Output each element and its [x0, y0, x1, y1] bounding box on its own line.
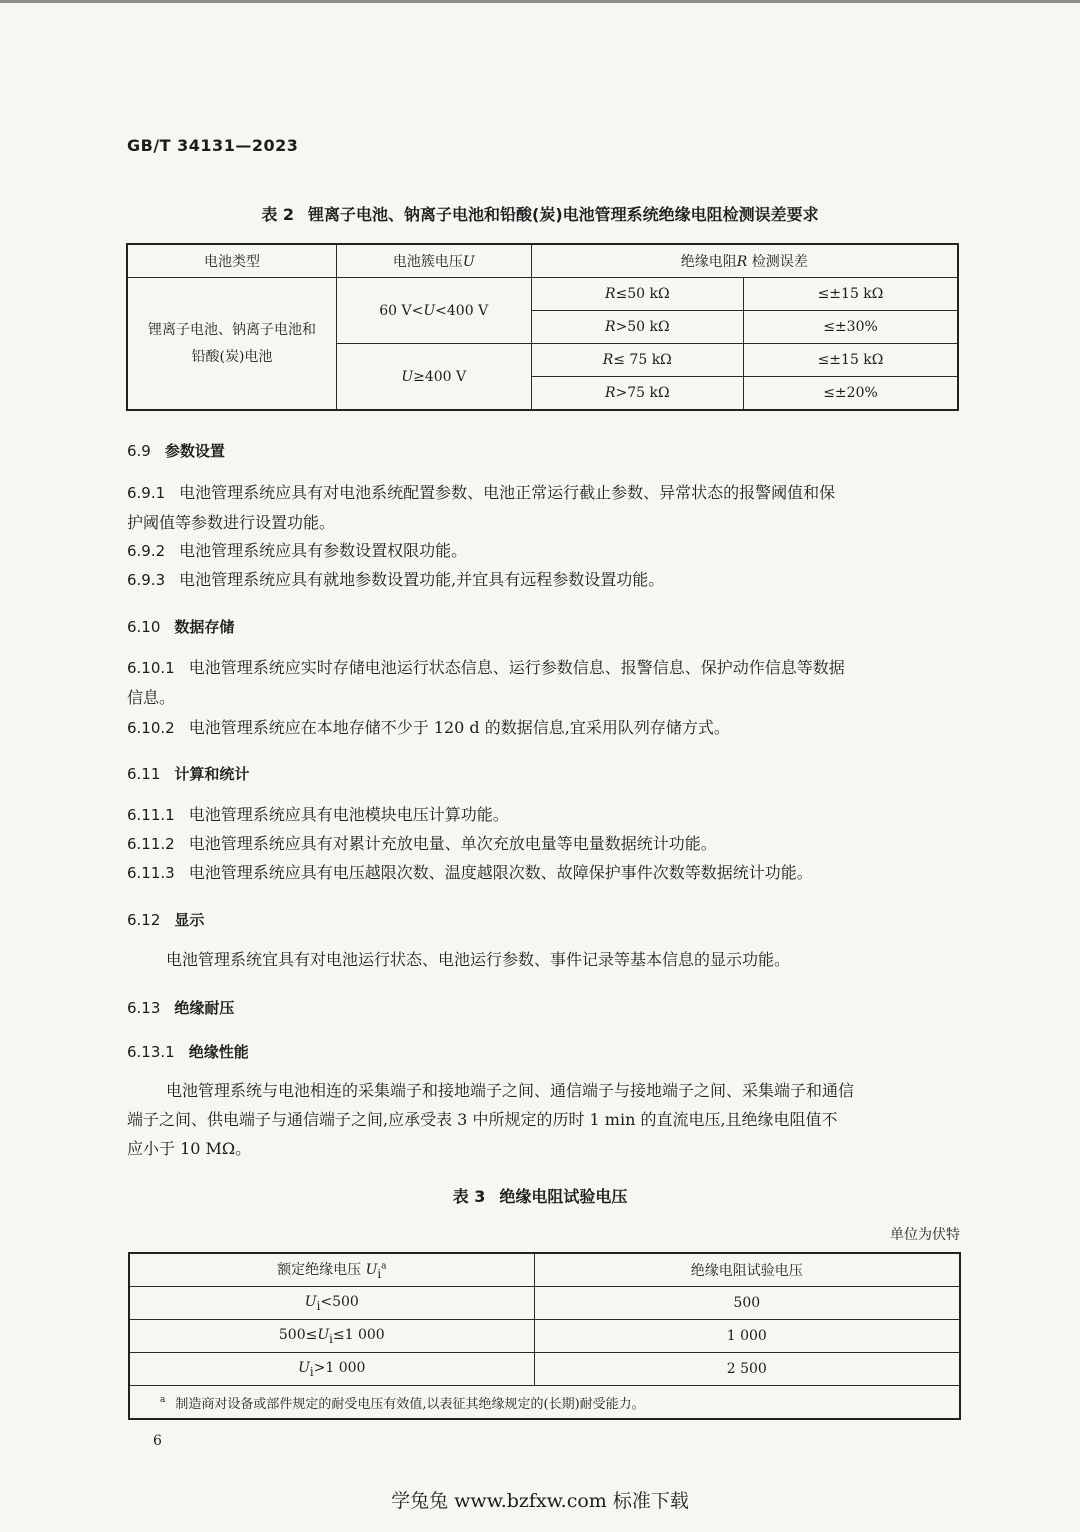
table2-err: ≤±20%: [743, 377, 958, 411]
table2-err: ≤±15 kΩ: [743, 278, 958, 311]
table3-number: 表 3: [452, 1187, 486, 1206]
para-6-10-2: 6.10.2 电池管理系统应在本地存储不少于 120 d 的数据信息,宜采用队列存储方式。: [127, 718, 730, 737]
section-6-9-heading: 6.9 参数设置: [127, 442, 225, 460]
section-6-11-heading: 6.11 计算和统计: [127, 765, 250, 783]
table3-cond: $U_i<500$: [129, 1287, 534, 1320]
table-row: [129, 1353, 960, 1386]
para-6-10-1: 6.10.1 电池管理系统应实时存储电池运行状态信息、运行参数信息、报警信息、保护动作信息等数据 信息。: [127, 658, 845, 707]
table3-col-rated-voltage: 额定绝缘电压 $U_i^a$: [129, 1253, 534, 1287]
table2-err: ≤±30%: [743, 311, 958, 344]
standard-number: GB/T 34131—2023: [127, 136, 299, 155]
table3-value: 1 000: [534, 1320, 960, 1353]
para-6-9-1: 6.9.1 电池管理系统应具有对电池系统配置参数、电池正常运行截止参数、异常状态的报警阈值和保 护阈值等参数进行设置功能。: [127, 483, 836, 532]
table2-cond: R≤50 kΩ: [531, 278, 743, 311]
table3: [128, 1252, 961, 1420]
section-6-13-1-heading: 6.13.1 绝缘性能: [127, 1043, 249, 1061]
table3-col-test-voltage: 绝缘电阻试验电压: [534, 1253, 960, 1287]
para-6-13-1: 电池管理系统与电池相连的采集端子和接地端子之间、通信端子与接地端子之间、采集端子和通信 端子之间、供电端子与通信端子之间,应承受表 3 中所规定的历时 1 min 的直流电压,且绝缘电阻值不 应小于 10 MΩ。: [127, 1081, 855, 1158]
table-row: [129, 1287, 960, 1320]
table3-caption: [0, 1184, 1080, 1207]
page-number: 6: [153, 1433, 162, 1449]
table-row: [127, 278, 958, 311]
para-6-11-3: 6.11.3 电池管理系统应具有电压越限次数、温度越限次数、故障保护事件次数等数据统计功能。: [127, 863, 813, 882]
table2-title: 锂离子电池、钠离子电池和铅酸(炭)电池管理系统绝缘电阻检测误差要求: [308, 205, 819, 224]
table2-battery-type: 锂离子电池、钠离子电池和 铅酸(炭)电池: [127, 278, 336, 411]
table2-voltage-range1: 60 V<U<400 V: [336, 278, 531, 344]
table-row: [129, 1320, 960, 1353]
table3-cond: $U_i>1$ 000: [129, 1353, 534, 1386]
table3-cond: $500\le U_i\le 1$ 000: [129, 1320, 534, 1353]
para-6-12: 电池管理系统宜具有对电池运行状态、电池运行参数、事件记录等基本信息的显示功能。: [166, 950, 791, 969]
top-border: [0, 0, 1080, 3]
section-6-12-heading: 6.12 显示: [127, 911, 205, 929]
table3-unit: 单位为伏特: [890, 1227, 960, 1243]
para-6-11-1: 6.11.1 电池管理系统应具有电池模块电压计算功能。: [127, 805, 509, 824]
table3-note-row: [129, 1386, 960, 1420]
table2-header-row: [127, 244, 958, 278]
section-6-10-heading: 6.10 数据存储: [127, 618, 235, 636]
para-6-11-2: 6.11.2 电池管理系统应具有对累计充放电量、单次充放电量等电量数据统计功能。: [127, 834, 717, 853]
table2-caption: [0, 202, 1080, 225]
table2-col-voltage: 电池簇电压U: [336, 244, 531, 278]
table2-voltage-range2: U≥400 V: [336, 344, 531, 411]
table2-err: ≤±15 kΩ: [743, 344, 958, 377]
table3-note: $^a$ 制造商对设备或部件规定的耐受电压有效值,以表征其绝缘规定的(长期)耐受能力。: [129, 1386, 960, 1420]
para-6-9-3: 6.9.3 电池管理系统应具有就地参数设置功能,并宜具有远程参数设置功能。: [127, 570, 665, 589]
table3-value: 500: [534, 1287, 960, 1320]
footer-watermark: 学兔兔 www.bzfxw.com 标准下载: [391, 1490, 689, 1512]
table2: [126, 243, 959, 411]
table2-col-error: 绝缘电阻R 检测误差: [531, 244, 958, 278]
para-6-9-2: 6.9.2 电池管理系统应具有参数设置权限功能。: [127, 541, 468, 560]
table3-value: 2 500: [534, 1353, 960, 1386]
table2-col-battery-type: 电池类型: [127, 244, 336, 278]
table3-title: 绝缘电阻试验电压: [499, 1187, 628, 1206]
table2-cond: R>50 kΩ: [531, 311, 743, 344]
table2-number: 表 2: [261, 205, 295, 224]
table3-header-row: [129, 1253, 960, 1287]
table2-cond: R≤ 75 kΩ: [531, 344, 743, 377]
section-6-13-heading: 6.13 绝缘耐压: [127, 999, 235, 1017]
table2-cond: R>75 kΩ: [531, 377, 743, 411]
